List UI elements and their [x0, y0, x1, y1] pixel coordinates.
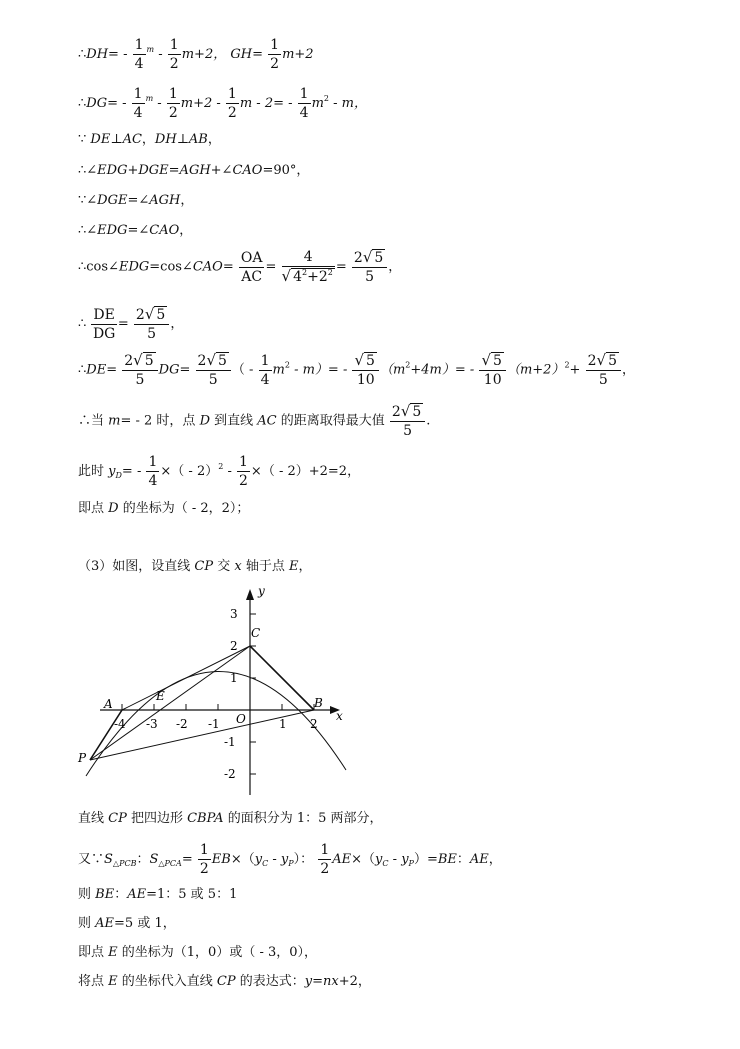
- x-axis-label: x: [336, 709, 343, 723]
- solution-line-angle-sum: ∴∠EDG+DGE=AGH+∠CAO=90°，: [78, 163, 310, 178]
- solution-line-angle-equal-1: ∵∠DGE=∠AGH，: [78, 193, 194, 208]
- fraction: $\frac{2√ 5}{5}$: [390, 404, 425, 438]
- solution-line-area-ratio: 又$\because S_{\triangle PCB}$：$S_{\triangle PCA}=$ $\frac{1}{2}$ $EB\times(y_C - y_P)$： $\frac{1}{2}$ $AE\times(y_C - y_P)=BE$：AE，: [78, 842, 502, 877]
- fraction: $\frac{2√ 5}{5}$: [196, 353, 231, 387]
- x-tick-label: 2: [310, 717, 318, 731]
- fraction: $\frac{2√ 5}{5}$: [134, 307, 169, 341]
- point-label-b: B: [314, 696, 323, 710]
- therefore-symbol: ∴: [78, 47, 87, 62]
- fraction: $\frac{2√ 5}{5}$: [352, 250, 387, 284]
- fraction: $\frac{1}{4}$: [299, 86, 309, 121]
- x-tick-label: -1: [208, 717, 220, 731]
- solution-line-perpendicular: ∵ DE⊥AC，DH⊥AB，: [78, 132, 221, 147]
- y-axis-arrow: [246, 589, 254, 600]
- x-tick-label: -2: [176, 717, 188, 731]
- point-label-a: A: [104, 697, 113, 711]
- fraction: $\frac{1}{2}$: [199, 842, 209, 877]
- fraction: $\frac{1}{4}$: [133, 86, 143, 121]
- solution-line-dh-gh: ∴DH= - $\frac{1}{4}$ $^m$ - $\frac{1}{2}$ m+2， GH= $\frac{1}{2}$ m+2: [78, 37, 314, 72]
- fraction: $\frac{1}{2}$: [320, 842, 330, 877]
- solution-line-ae-value: 则 AE=5 或 1，: [78, 916, 176, 931]
- coordinate-figure: [70, 580, 360, 800]
- fraction: $\frac{1}{2}$: [270, 37, 280, 72]
- solution-line-substitute: 将点 E 的坐标代入直线 CP 的表达式：y=nx+2，: [78, 974, 371, 989]
- fraction: $\frac{1}{2}$: [239, 454, 248, 489]
- fraction: $\frac{4}{√ 4^2+2^2}$: [281, 249, 333, 285]
- fraction: $\frac{2√ 5}{5}$: [122, 353, 157, 387]
- y-tick-label: 1: [230, 671, 238, 685]
- point-label-p: P: [78, 751, 87, 765]
- x-tick-label: -4: [114, 717, 126, 731]
- solution-line-de-expression: ∴DE= $\frac{2√ 5}{5}$ DG= $\frac{2√ 5}{5}$ （ - $\frac{1}{4}$ $m^2 - m)=$ - $\frac{√ 5}{10}$ $(m^2+4m)=$ - $\frac{√ 5}{10}$ $(m+2)^2+$ $\frac{2√ 5}{5}$ ，: [78, 351, 635, 388]
- solution-line-cosine: ∴cos∠EDG=cos∠CAO= $\frac{OA}{AC}$ = $\frac{4}{√ 4^2+2^2}$ = $\frac{2√ 5}{5}$ ，: [78, 248, 402, 285]
- fraction: $\frac{OA}{AC}$: [240, 249, 263, 285]
- fraction: $\frac{√ 5}{10}$: [479, 353, 505, 387]
- y-axis-label: y: [258, 584, 265, 598]
- fraction: $\frac{1}{4}$: [260, 352, 270, 388]
- solution-line-ratio: ∴ $\frac{DE}{DG}$ = $\frac{2√ 5}{5}$ ，: [78, 305, 184, 342]
- fraction: $\frac{√ 5}{10}$: [352, 353, 378, 387]
- fraction: $\frac{1}{2}$: [227, 86, 237, 121]
- part3-intro: （3）如图，设直线 CP 交 x 轴于点 E，: [78, 559, 312, 574]
- segment-cb: [250, 646, 314, 710]
- fraction: $\frac{1}{4}$: [134, 37, 144, 72]
- fraction: $\frac{1}{2}$: [168, 86, 178, 121]
- origin-label: O: [236, 712, 246, 726]
- point-label-e: E: [156, 689, 165, 703]
- solution-line-angle-equal-2: ∴∠EDG=∠CAO，: [78, 223, 193, 238]
- solution-line-be-ae-ratio: 则 BE：AE=1：5 或 5：1: [78, 887, 238, 902]
- fraction: $\frac{1}{4}$: [148, 454, 158, 489]
- solution-line-max-distance: ∴当 m= - 2 时，点 D 到直线 AC 的距离取得最大值 $\frac{2√ 5}{5}$ .: [78, 402, 431, 439]
- fraction: $\frac{DE}{DG}$: [92, 306, 116, 342]
- point-label-c: C: [251, 626, 261, 640]
- y-tick-label: 2: [230, 639, 238, 653]
- fraction: $\frac{1}{2}$: [169, 37, 179, 72]
- solution-line-e-coords: 即点 E 的坐标为（1，0）或（ - 3，0），: [78, 945, 318, 960]
- solution-line-yd: 此时 $y_D=$ - $\frac{1}{4}$ ×（ - 2）$^2$ - $\frac{1}{2}$ ×（ - 2）+2=2，: [78, 454, 361, 489]
- solution-line-area-split: 直线 CP 把四边形 CBPA 的面积分为 1：5 两部分，: [78, 811, 383, 826]
- solution-line-dg: ∴DG= - $\frac{1}{4}$ $^m$ - $\frac{1}{2}$ m+2 - $\frac{1}{2}$ m - 2= - $\frac{1}{4}$ $m^2$ - m，: [78, 86, 368, 121]
- y-tick-label: -2: [224, 767, 236, 781]
- y-tick-label: -1: [224, 735, 236, 749]
- solution-line-d-coords: 即点 D 的坐标为（ - 2，2）；: [78, 501, 250, 516]
- x-tick-label: -3: [146, 717, 158, 731]
- fraction: $\frac{2√ 5}{5}$: [586, 353, 621, 387]
- y-tick-label: 3: [230, 607, 238, 621]
- x-tick-label: 1: [279, 717, 287, 731]
